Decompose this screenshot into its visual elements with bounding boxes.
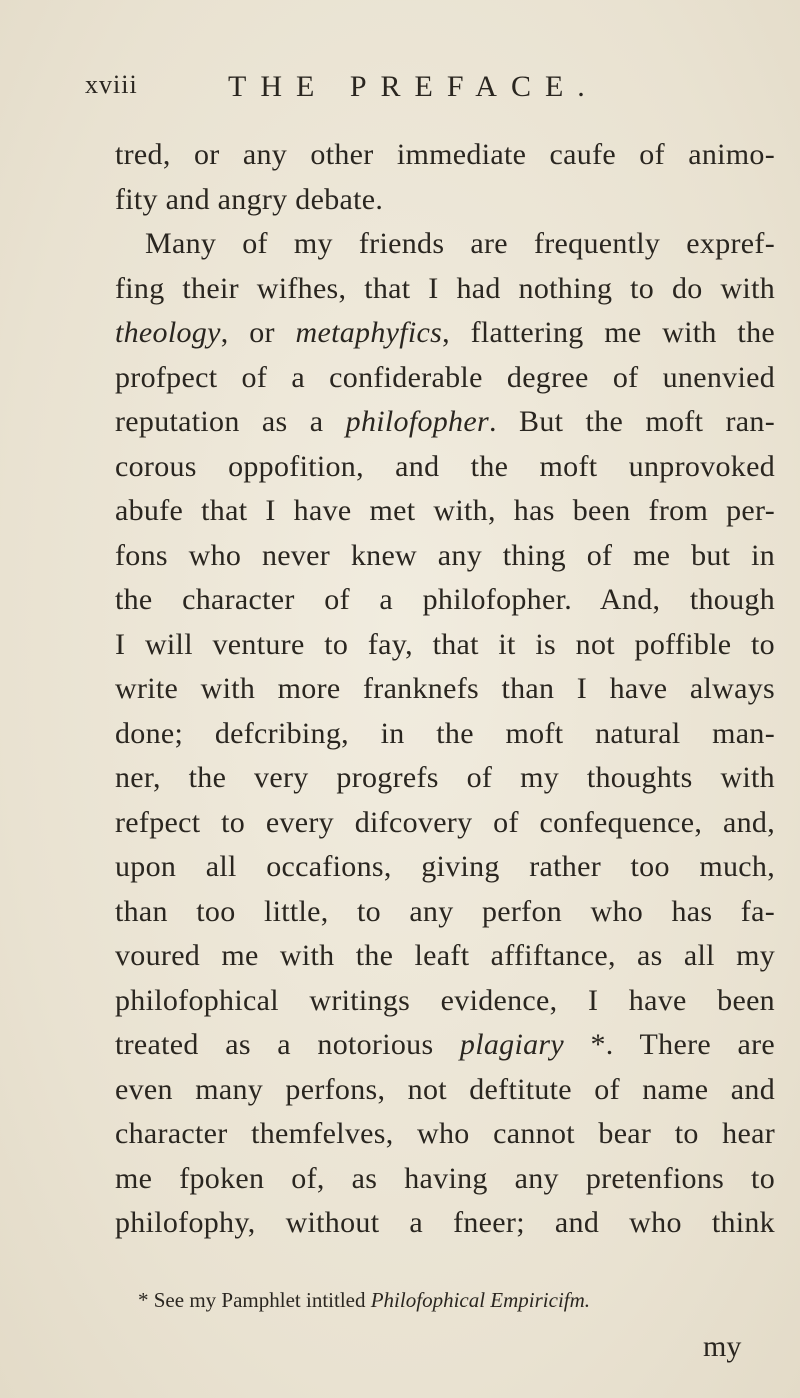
text-line: fing their wifhes, that I had nothing to do with <box>115 271 775 305</box>
text-line <box>115 1023 775 1068</box>
text-line: profpect of a confiderable degree of unenvied <box>115 360 775 394</box>
text-line <box>115 311 775 356</box>
italic-word: philofopher <box>345 405 489 438</box>
text-line: write with more franknefs than I have always <box>115 672 775 705</box>
running-head: THE PREFACE. <box>228 70 599 103</box>
text-fragment: . But the moft ran- <box>488 405 775 438</box>
text-line: done; defcribing, in the moft natural man- <box>115 716 775 750</box>
text-line: character themfelves, who cannot bear to hear <box>115 1117 775 1150</box>
text-line: tred, or any other immediate caufe of animo- <box>115 138 775 171</box>
text-line: corous oppofition, and the moft unprovoked <box>115 449 775 483</box>
italic-word: plagiary <box>459 1028 564 1061</box>
italic-word: theology <box>115 316 221 349</box>
text-line: me fpoken of, as having any pretenfions to <box>115 1161 775 1195</box>
text-line <box>115 400 775 445</box>
text-line: upon all occafions, giving rather too much, <box>115 850 775 883</box>
text-fragment: reputation as a <box>115 405 346 438</box>
body-text <box>115 133 775 1246</box>
text-line: fity and angry debate. <box>115 182 384 216</box>
text-fragment: treated as a notorious <box>115 1028 460 1061</box>
text-line: the character of a philofopher. And, though <box>115 583 775 616</box>
text-line: voured me with the leaft affiftance, as all my <box>115 939 775 972</box>
text-fragment: , or <box>220 316 296 349</box>
page-number: xviii <box>85 70 138 99</box>
text-line: even many perfons, not deftitute of name and <box>115 1072 775 1106</box>
italic-word: metaphyfics <box>295 316 443 349</box>
page-header <box>0 70 800 110</box>
text-line: than too little, to any perfon who has fa- <box>115 894 775 928</box>
text-line: Many of my friends are frequently expref- <box>145 227 775 260</box>
text-line: I will venture to fay, that it is not poffible to <box>115 627 775 661</box>
text-fragment: , flattering me with the <box>442 316 775 349</box>
text-line: fons who never knew any thing of me but in <box>115 538 775 572</box>
text-line: philofophy, without a fneer; and who think <box>115 1206 775 1239</box>
catchword: my <box>703 1330 742 1363</box>
text-line: philofophical writings evidence, I have been <box>115 983 775 1017</box>
text-line: abufe that I have met with, has been from per- <box>115 494 775 527</box>
text-line: refpect to every difcovery of confequence, and, <box>115 805 775 839</box>
footnote <box>138 1288 758 1313</box>
footnote-title: Philofophical Empiricifm. <box>370 1288 591 1312</box>
text-fragment: *. There are <box>563 1028 775 1061</box>
text-line: ner, the very progrefs of my thoughts with <box>115 761 775 794</box>
footnote-text: * See my Pamphlet intitled <box>138 1288 371 1312</box>
